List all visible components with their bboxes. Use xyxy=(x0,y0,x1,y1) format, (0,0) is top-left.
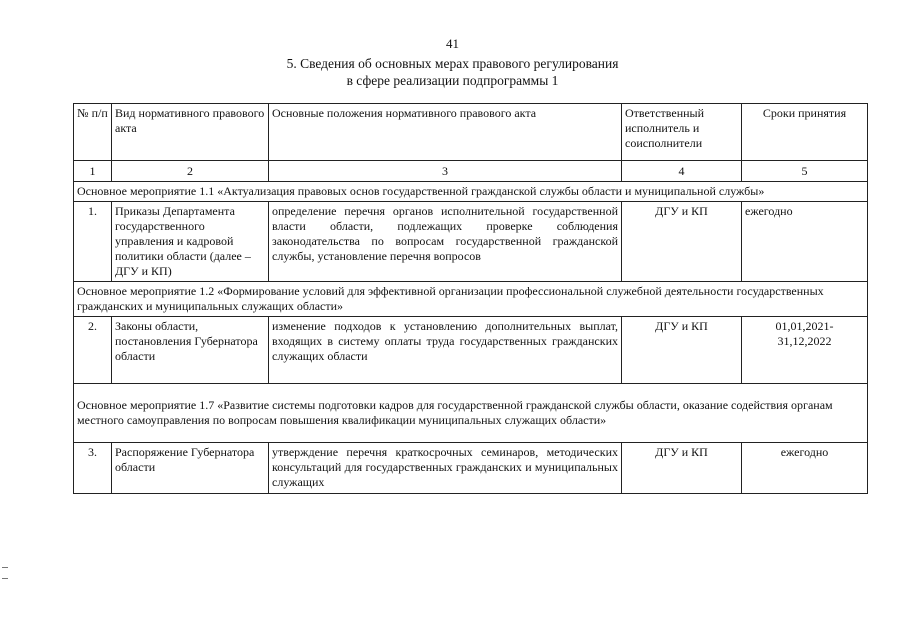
header-responsible: Ответственный исполнитель и соисполнители xyxy=(622,104,742,161)
section-title: Основное мероприятие 1.1 «Актуализация правовых основ государственной гражданской службы области и муниципальной службы» xyxy=(74,182,868,202)
row-deadline: ежегодно xyxy=(742,443,868,494)
row-provisions: утверждение перечня краткосрочных семинаров, методических консультаций для государственных гражданских и муниципальных служащих xyxy=(269,443,622,494)
row-act-type: Приказы Департамента государственного управления и кадровой политики области (далее – ДГУ и КП) xyxy=(112,202,269,282)
header-act-type: Вид нормативного правового акта xyxy=(112,104,269,161)
row-responsible: ДГУ и КП xyxy=(622,443,742,494)
row-deadline: 01,01,2021-31,12,2022 xyxy=(742,317,868,384)
table-row xyxy=(74,443,868,494)
margin-mark xyxy=(2,567,8,579)
section-row xyxy=(74,282,868,317)
section-row xyxy=(74,384,868,443)
column-number: 5 xyxy=(742,161,868,182)
row-provisions: изменение подходов к установлению дополнительных выплат, входящих в систему оплаты труда государственных гражданских служащих области xyxy=(269,317,622,384)
section-row xyxy=(74,182,868,202)
title-line-1: 5. Сведения об основных мерах правового регулирования xyxy=(286,56,619,71)
table-row xyxy=(74,202,868,282)
row-number: 3. xyxy=(74,443,112,494)
row-deadline: ежегодно xyxy=(742,202,868,282)
section-title: Основное мероприятие 1.7 «Развитие системы подготовки кадров для государственной гражданской службы области, оказание содействия органам местного самоуправления по вопросам повышения квалификации муниципальных служащих области» xyxy=(74,384,868,443)
row-number: 2. xyxy=(74,317,112,384)
legal-measures-table xyxy=(73,103,868,494)
header-number: № п/п xyxy=(74,104,112,161)
table-row xyxy=(74,317,868,384)
column-number: 2 xyxy=(112,161,269,182)
row-number: 1. xyxy=(74,202,112,282)
document-title xyxy=(0,55,905,89)
title-line-2: в сфере реализации подпрограммы 1 xyxy=(346,73,559,88)
header-deadline: Сроки принятия xyxy=(742,104,868,161)
row-responsible: ДГУ и КП xyxy=(622,202,742,282)
header-row xyxy=(74,104,868,161)
row-act-type: Распоряжение Губернатора области xyxy=(112,443,269,494)
column-number: 3 xyxy=(269,161,622,182)
header-provisions: Основные положения нормативного правового акта xyxy=(269,104,622,161)
page-number: 41 xyxy=(446,36,459,51)
column-number: 1 xyxy=(74,161,112,182)
column-number-row xyxy=(74,161,868,182)
section-title: Основное мероприятие 1.2 «Формирование условий для эффективной организации профессиональной служебной деятельности государственных гражданских и муниципальных служащих области» xyxy=(74,282,868,317)
column-number: 4 xyxy=(622,161,742,182)
row-act-type: Законы области, постановления Губернатора области xyxy=(112,317,269,384)
row-responsible: ДГУ и КП xyxy=(622,317,742,384)
row-provisions: определение перечня органов исполнительной государственной власти области, подлежащих проверке соблюдения законодательства по вопросам государственной гражданской службы, установление перечня вопросов xyxy=(269,202,622,282)
